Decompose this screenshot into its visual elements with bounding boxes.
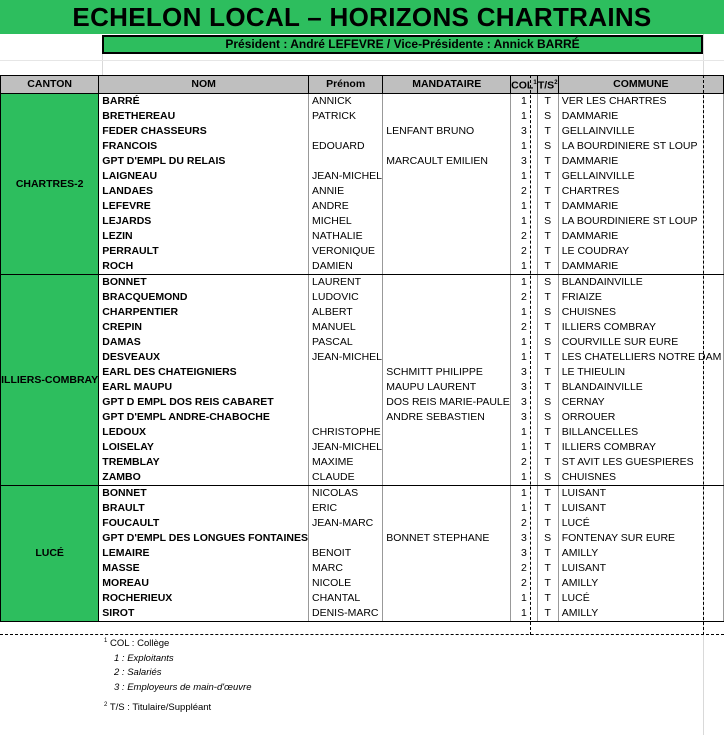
- commune-cell[interactable]: LE COUDRAY: [558, 244, 723, 259]
- prenom-cell[interactable]: CHANTAL: [309, 591, 383, 606]
- canton-cell[interactable]: ILLIERS-COMBRAY: [1, 274, 99, 485]
- col-cell[interactable]: 1: [511, 606, 538, 622]
- note-col-item: 2 : Salariés: [114, 667, 162, 679]
- nom-cell[interactable]: GPT D'EMPL DU RELAIS: [99, 154, 309, 169]
- commune-cell[interactable]: AMILLY: [558, 576, 723, 591]
- nom-cell[interactable]: LANDAES: [99, 184, 309, 199]
- commune-cell[interactable]: COURVILLE SUR EURE: [558, 335, 723, 350]
- prenom-cell[interactable]: ANNICK: [309, 93, 383, 109]
- col-cell[interactable]: 2: [511, 184, 538, 199]
- mandataire-cell[interactable]: ANDRE SEBASTIEN: [383, 410, 511, 425]
- canton-cell[interactable]: LUCÉ: [1, 485, 99, 621]
- prenom-cell[interactable]: NICOLE: [309, 576, 383, 591]
- col-cell[interactable]: 1: [511, 440, 538, 455]
- commune-cell[interactable]: LUCÉ: [558, 591, 723, 606]
- commune-cell[interactable]: DAMMARIE: [558, 229, 723, 244]
- table-row: [1, 576, 724, 591]
- ts-cell[interactable]: S: [537, 531, 558, 546]
- prenom-cell[interactable]: NATHALIE: [309, 229, 383, 244]
- col-cell[interactable]: 3: [511, 154, 538, 169]
- commune-cell[interactable]: LUCÉ: [558, 516, 723, 531]
- prenom-cell[interactable]: JEAN-MARC: [309, 516, 383, 531]
- commune-cell[interactable]: AMILLY: [558, 546, 723, 561]
- header-prenom[interactable]: [309, 76, 383, 94]
- table-row: [1, 335, 724, 350]
- table-row: [1, 365, 724, 380]
- gridline: [0, 60, 724, 61]
- col-cell[interactable]: 1: [511, 139, 538, 154]
- members-table: [0, 75, 724, 622]
- col-cell[interactable]: 1: [511, 470, 538, 486]
- prenom-cell[interactable]: ANNIE: [309, 184, 383, 199]
- col-cell[interactable]: 3: [511, 365, 538, 380]
- prenom-cell[interactable]: LUDOVIC: [309, 290, 383, 305]
- mandataire-cell[interactable]: [383, 244, 511, 259]
- col-cell[interactable]: 1: [511, 259, 538, 275]
- col-cell[interactable]: 1: [511, 199, 538, 214]
- mandataire-cell[interactable]: [383, 516, 511, 531]
- ts-cell[interactable]: S: [537, 335, 558, 350]
- col-cell[interactable]: 3: [511, 531, 538, 546]
- ts-cell[interactable]: S: [537, 395, 558, 410]
- col-cell[interactable]: 3: [511, 410, 538, 425]
- header-mandataire-label: MANDATAIRE: [412, 78, 482, 91]
- prenom-cell[interactable]: CHRISTOPHE: [309, 425, 383, 440]
- ts-cell[interactable]: S: [537, 274, 558, 290]
- col-cell[interactable]: 1: [511, 305, 538, 320]
- prenom-cell[interactable]: PATRICK: [309, 109, 383, 124]
- note-col: [104, 634, 252, 652]
- table-row: [1, 169, 724, 184]
- table-row: [1, 531, 724, 546]
- commune-cell[interactable]: ILLIERS COMBRAY: [558, 440, 723, 455]
- nom-cell[interactable]: CREPIN: [99, 320, 309, 335]
- prenom-cell[interactable]: VERONIQUE: [309, 244, 383, 259]
- table-row: [1, 139, 724, 154]
- table-row: [1, 591, 724, 606]
- ts-cell[interactable]: S: [537, 470, 558, 486]
- note-col-label: COL : Collège: [109, 638, 170, 650]
- canton-cell[interactable]: CHARTRES-2: [1, 93, 99, 274]
- prenom-cell[interactable]: JEAN-MICHEL: [309, 169, 383, 184]
- table-row: [1, 93, 724, 109]
- ts-cell[interactable]: T: [537, 229, 558, 244]
- nom-cell[interactable]: LEZIN: [99, 229, 309, 244]
- prenom-cell[interactable]: CLAUDE: [309, 470, 383, 486]
- header-row: [1, 76, 724, 94]
- prenom-cell[interactable]: [309, 154, 383, 169]
- ts-cell[interactable]: T: [537, 320, 558, 335]
- col-cell[interactable]: 1: [511, 274, 538, 290]
- nom-cell[interactable]: BRETHEREAU: [99, 109, 309, 124]
- prenom-cell[interactable]: DAMIEN: [309, 259, 383, 275]
- header-col-sup: 1: [533, 80, 537, 86]
- ts-cell[interactable]: T: [537, 516, 558, 531]
- mandataire-cell[interactable]: [383, 470, 511, 486]
- col-cell[interactable]: 1: [511, 350, 538, 365]
- ts-cell[interactable]: S: [537, 214, 558, 229]
- prenom-cell[interactable]: [309, 395, 383, 410]
- ts-cell[interactable]: S: [537, 305, 558, 320]
- commune-cell[interactable]: LA BOURDINIERE ST LOUP: [558, 214, 723, 229]
- ts-cell[interactable]: T: [537, 365, 558, 380]
- commune-cell[interactable]: CHUISNES: [558, 470, 723, 486]
- col-cell[interactable]: 1: [511, 425, 538, 440]
- header-canton[interactable]: [1, 76, 99, 94]
- table-row: [1, 395, 724, 410]
- ts-cell[interactable]: S: [537, 410, 558, 425]
- sheet-title: ECHELON LOCAL – HORIZONS CHARTRAINS: [0, 0, 724, 34]
- nom-cell[interactable]: BONNET: [99, 274, 309, 290]
- nom-cell[interactable]: DAMAS: [99, 335, 309, 350]
- commune-cell[interactable]: LUISANT: [558, 485, 723, 501]
- note-col-item: 1 : Exploitants: [114, 652, 174, 664]
- prenom-cell[interactable]: [309, 124, 383, 139]
- mandataire-cell[interactable]: LENFANT BRUNO: [383, 124, 511, 139]
- nom-cell[interactable]: ZAMBO: [99, 470, 309, 486]
- header-nom[interactable]: [99, 76, 309, 94]
- mandataire-cell[interactable]: [383, 259, 511, 275]
- mandataire-cell[interactable]: [383, 320, 511, 335]
- nom-cell[interactable]: GPT D'EMPL ANDRE-CHABOCHE: [99, 410, 309, 425]
- mandataire-cell[interactable]: [383, 501, 511, 516]
- col-cell[interactable]: 2: [511, 516, 538, 531]
- mandataire-cell[interactable]: [383, 199, 511, 214]
- mandataire-cell[interactable]: [383, 184, 511, 199]
- col-cell[interactable]: 2: [511, 576, 538, 591]
- nom-cell[interactable]: BRACQUEMOND: [99, 290, 309, 305]
- table-body: [1, 93, 724, 621]
- mandataire-cell[interactable]: [383, 546, 511, 561]
- mandataire-cell[interactable]: MARCAULT EMILIEN: [383, 154, 511, 169]
- commune-cell[interactable]: ORROUER: [558, 410, 723, 425]
- mandataire-cell[interactable]: [383, 109, 511, 124]
- ts-cell[interactable]: T: [537, 546, 558, 561]
- col-cell[interactable]: 2: [511, 229, 538, 244]
- nom-cell[interactable]: BONNET: [99, 485, 309, 501]
- mandataire-cell[interactable]: [383, 485, 511, 501]
- col-cell[interactable]: 2: [511, 320, 538, 335]
- nom-cell[interactable]: ROCHERIEUX: [99, 591, 309, 606]
- mandataire-cell[interactable]: [383, 591, 511, 606]
- table-row: [1, 470, 724, 486]
- note-ts-sup: 2: [104, 702, 108, 709]
- commune-cell[interactable]: LES CHATELLIERS NOTRE DAM: [558, 350, 723, 365]
- ts-cell[interactable]: T: [537, 425, 558, 440]
- table-row: [1, 184, 724, 199]
- ts-cell[interactable]: T: [537, 169, 558, 184]
- ts-cell[interactable]: T: [537, 501, 558, 516]
- col-cell[interactable]: 2: [511, 244, 538, 259]
- gridline: [102, 54, 103, 75]
- nom-cell[interactable]: EARL DES CHATEIGNIERS: [99, 365, 309, 380]
- header-mandataire[interactable]: [383, 76, 511, 94]
- ts-cell[interactable]: T: [537, 455, 558, 470]
- ts-cell[interactable]: T: [537, 199, 558, 214]
- nom-cell[interactable]: BRAULT: [99, 501, 309, 516]
- ts-cell[interactable]: S: [537, 139, 558, 154]
- mandataire-cell[interactable]: [383, 606, 511, 622]
- mandataire-cell[interactable]: [383, 139, 511, 154]
- table-row: [1, 546, 724, 561]
- col-cell[interactable]: 2: [511, 561, 538, 576]
- nom-cell[interactable]: FOUCAULT: [99, 516, 309, 531]
- col-cell[interactable]: 1: [511, 109, 538, 124]
- table-row: [1, 516, 724, 531]
- ts-cell[interactable]: T: [537, 244, 558, 259]
- commune-cell[interactable]: CHUISNES: [558, 305, 723, 320]
- table-row: [1, 199, 724, 214]
- table-row: [1, 320, 724, 335]
- col-cell[interactable]: 1: [511, 335, 538, 350]
- page-break-line: [530, 75, 531, 635]
- table-row: [1, 485, 724, 501]
- nom-cell[interactable]: PERRAULT: [99, 244, 309, 259]
- prenom-cell[interactable]: JEAN-MICHEL: [309, 350, 383, 365]
- commune-cell[interactable]: FRIAIZE: [558, 290, 723, 305]
- commune-cell[interactable]: BLANDAINVILLE: [558, 274, 723, 290]
- commune-cell[interactable]: ILLIERS COMBRAY: [558, 320, 723, 335]
- nom-cell[interactable]: GPT D EMPL DOS REIS CABARET: [99, 395, 309, 410]
- page-break-line: [703, 75, 704, 635]
- mandataire-cell[interactable]: SCHMITT PHILIPPE: [383, 365, 511, 380]
- nom-cell[interactable]: DESVEAUX: [99, 350, 309, 365]
- commune-cell[interactable]: BLANDAINVILLE: [558, 380, 723, 395]
- ts-cell[interactable]: T: [537, 259, 558, 275]
- ts-cell[interactable]: T: [537, 184, 558, 199]
- commune-cell[interactable]: FONTENAY SUR EURE: [558, 531, 723, 546]
- nom-cell[interactable]: SIROT: [99, 606, 309, 622]
- mandataire-cell[interactable]: [383, 290, 511, 305]
- prenom-cell[interactable]: MANUEL: [309, 320, 383, 335]
- prenom-cell[interactable]: MARC: [309, 561, 383, 576]
- table-row: [1, 259, 724, 275]
- prenom-cell[interactable]: NICOLAS: [309, 485, 383, 501]
- col-cell[interactable]: 1: [511, 485, 538, 501]
- prenom-cell[interactable]: EDOUARD: [309, 139, 383, 154]
- table-row: [1, 440, 724, 455]
- mandataire-cell[interactable]: [383, 305, 511, 320]
- table-row: [1, 606, 724, 622]
- mandataire-cell[interactable]: [383, 455, 511, 470]
- header-commune[interactable]: [558, 76, 723, 94]
- ts-cell[interactable]: T: [537, 440, 558, 455]
- table-row: [1, 561, 724, 576]
- col-cell[interactable]: 1: [511, 169, 538, 184]
- ts-cell[interactable]: T: [537, 606, 558, 622]
- ts-cell[interactable]: T: [537, 124, 558, 139]
- table-row: [1, 229, 724, 244]
- header-nom-label: NOM: [191, 78, 216, 91]
- prenom-cell[interactable]: [309, 380, 383, 395]
- note-col-item: 3 : Employeurs de main-d'œuvre: [114, 681, 252, 693]
- header-col[interactable]: [511, 76, 538, 94]
- nom-cell[interactable]: FEDER CHASSEURS: [99, 124, 309, 139]
- col-cell[interactable]: 3: [511, 395, 538, 410]
- nom-cell[interactable]: LEDOUX: [99, 425, 309, 440]
- ts-cell[interactable]: T: [537, 154, 558, 169]
- table-row: [1, 124, 724, 139]
- nom-cell[interactable]: MOREAU: [99, 576, 309, 591]
- table-row: [1, 410, 724, 425]
- col-cell[interactable]: 2: [511, 290, 538, 305]
- table-row: [1, 154, 724, 169]
- mandataire-cell[interactable]: [383, 93, 511, 109]
- nom-cell[interactable]: CHARPENTIER: [99, 305, 309, 320]
- table-row: [1, 290, 724, 305]
- prenom-cell[interactable]: ALBERT: [309, 305, 383, 320]
- table-row: [1, 274, 724, 290]
- col-cell[interactable]: 3: [511, 546, 538, 561]
- table-row: [1, 425, 724, 440]
- mandataire-cell[interactable]: [383, 229, 511, 244]
- prenom-cell[interactable]: DENIS-MARC: [309, 606, 383, 622]
- commune-cell[interactable]: GELLAINVILLE: [558, 124, 723, 139]
- commune-cell[interactable]: DAMMARIE: [558, 109, 723, 124]
- prenom-cell[interactable]: [309, 531, 383, 546]
- table-row: [1, 380, 724, 395]
- prenom-cell[interactable]: [309, 365, 383, 380]
- ts-cell[interactable]: T: [537, 93, 558, 109]
- col-cell[interactable]: 3: [511, 380, 538, 395]
- nom-cell[interactable]: LEMAIRE: [99, 546, 309, 561]
- ts-cell[interactable]: T: [537, 380, 558, 395]
- commune-cell[interactable]: AMILLY: [558, 606, 723, 622]
- header-commune-label: COMMUNE: [613, 78, 669, 91]
- nom-cell[interactable]: MASSE: [99, 561, 309, 576]
- sheet-subtitle: Président : André LEFEVRE / Vice-Présidente : Annick BARRÉ: [102, 35, 703, 54]
- col-cell[interactable]: 1: [511, 501, 538, 516]
- table-row: [1, 214, 724, 229]
- mandataire-cell[interactable]: [383, 274, 511, 290]
- ts-cell[interactable]: T: [537, 591, 558, 606]
- mandataire-cell[interactable]: MAUPU LAURENT: [383, 380, 511, 395]
- prenom-cell[interactable]: MICHEL: [309, 214, 383, 229]
- table-row: [1, 244, 724, 259]
- mandataire-cell[interactable]: BONNET STEPHANE: [383, 531, 511, 546]
- nom-cell[interactable]: BARRÉ: [99, 93, 309, 109]
- commune-cell[interactable]: DAMMARIE: [558, 154, 723, 169]
- nom-cell[interactable]: LAIGNEAU: [99, 169, 309, 184]
- commune-cell[interactable]: CHARTRES: [558, 184, 723, 199]
- ts-cell[interactable]: T: [537, 561, 558, 576]
- commune-cell[interactable]: VER LES CHARTRES: [558, 93, 723, 109]
- header-ts[interactable]: [537, 76, 558, 94]
- mandataire-cell[interactable]: [383, 335, 511, 350]
- note-ts: [104, 698, 252, 716]
- ts-cell[interactable]: T: [537, 576, 558, 591]
- mandataire-cell[interactable]: DOS REIS MARIE-PAULE: [383, 395, 511, 410]
- col-cell[interactable]: 2: [511, 455, 538, 470]
- table-row: [1, 305, 724, 320]
- nom-cell[interactable]: GPT D'EMPL DES LONGUES FONTAINES: [99, 531, 309, 546]
- note-col-sup: 1: [104, 638, 108, 644]
- commune-cell[interactable]: CERNAY: [558, 395, 723, 410]
- mandataire-cell[interactable]: [383, 440, 511, 455]
- mandataire-cell[interactable]: [383, 214, 511, 229]
- ts-cell[interactable]: S: [537, 109, 558, 124]
- table-row: [1, 350, 724, 365]
- prenom-cell[interactable]: PASCAL: [309, 335, 383, 350]
- commune-cell[interactable]: BILLANCELLES: [558, 425, 723, 440]
- nom-cell[interactable]: LEFEVRE: [99, 199, 309, 214]
- prenom-cell[interactable]: BENOIT: [309, 546, 383, 561]
- col-cell[interactable]: 1: [511, 214, 538, 229]
- nom-cell[interactable]: TREMBLAY: [99, 455, 309, 470]
- mandataire-cell[interactable]: [383, 350, 511, 365]
- commune-cell[interactable]: LUISANT: [558, 501, 723, 516]
- col-cell[interactable]: 1: [511, 93, 538, 109]
- mandataire-cell[interactable]: [383, 561, 511, 576]
- mandataire-cell[interactable]: [383, 169, 511, 184]
- col-cell[interactable]: 1: [511, 591, 538, 606]
- col-cell[interactable]: 3: [511, 124, 538, 139]
- prenom-cell[interactable]: MAXIME: [309, 455, 383, 470]
- ts-cell[interactable]: T: [537, 485, 558, 501]
- nom-cell[interactable]: FRANCOIS: [99, 139, 309, 154]
- prenom-cell[interactable]: JEAN-MICHEL: [309, 440, 383, 455]
- commune-cell[interactable]: DAMMARIE: [558, 199, 723, 214]
- header-col-label: COL: [511, 79, 534, 92]
- commune-cell[interactable]: ST AVIT LES GUESPIERES: [558, 455, 723, 470]
- commune-cell[interactable]: DAMMARIE: [558, 259, 723, 275]
- commune-cell[interactable]: GELLAINVILLE: [558, 169, 723, 184]
- mandataire-cell[interactable]: [383, 576, 511, 591]
- nom-cell[interactable]: ROCH: [99, 259, 309, 275]
- commune-cell[interactable]: LUISANT: [558, 561, 723, 576]
- table-row: [1, 501, 724, 516]
- header-ts-label: T/S: [537, 79, 555, 92]
- nom-cell[interactable]: EARL MAUPU: [99, 380, 309, 395]
- header-canton-label: CANTON: [27, 78, 73, 91]
- table-row: [1, 455, 724, 470]
- nom-cell[interactable]: LOISELAY: [99, 440, 309, 455]
- header-ts-sup: 2: [554, 80, 558, 86]
- nom-cell[interactable]: LEJARDS: [99, 214, 309, 229]
- prenom-cell[interactable]: [309, 410, 383, 425]
- ts-cell[interactable]: T: [537, 350, 558, 365]
- mandataire-cell[interactable]: [383, 425, 511, 440]
- header-prenom-label: Prénom: [326, 78, 366, 91]
- footnotes: [104, 634, 252, 716]
- prenom-cell[interactable]: LAURENT: [309, 274, 383, 290]
- prenom-cell[interactable]: ERIC: [309, 501, 383, 516]
- table-row: [1, 109, 724, 124]
- prenom-cell[interactable]: ANDRE: [309, 199, 383, 214]
- note-ts-label: T/S : Titulaire/Suppléant: [109, 702, 212, 714]
- commune-cell[interactable]: LE THIEULIN: [558, 365, 723, 380]
- commune-cell[interactable]: LA BOURDINIERE ST LOUP: [558, 139, 723, 154]
- ts-cell[interactable]: T: [537, 290, 558, 305]
